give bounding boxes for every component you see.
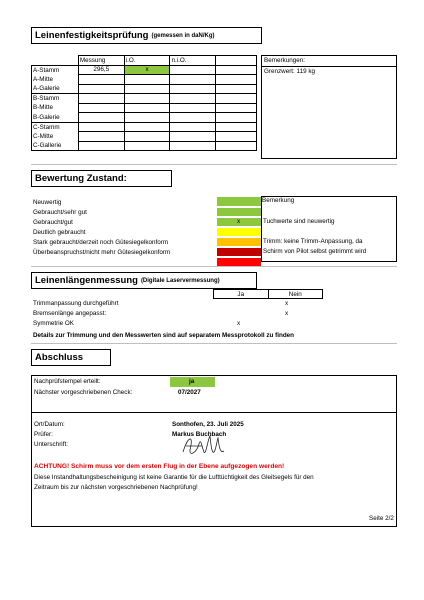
strength-cell-label: A-Galerie: [32, 84, 79, 94]
strength-cell-nio: [170, 122, 216, 132]
divider: [31, 412, 397, 413]
strength-row: [32, 84, 257, 94]
stamp-label: Nachprüfstempel erteilt:: [34, 378, 101, 385]
strength-cell-messung: [78, 75, 124, 85]
strength-cell-label: A-Mitte: [32, 75, 79, 85]
length-header-box: [213, 289, 323, 299]
section1-subtitle: (gemessen in daN/Kg): [151, 32, 215, 39]
next-check-value: 07/2027: [178, 389, 201, 396]
strength-cell-label: B-Galerie: [32, 113, 79, 123]
strength-cell-nio: [170, 141, 216, 151]
length-row-ja: x: [237, 320, 241, 327]
divider: [31, 164, 397, 165]
strength-col-header: Messung: [78, 56, 124, 66]
strength-cell-io: [124, 103, 170, 113]
condition-label: Gebraucht/sehr gut: [33, 209, 87, 216]
strength-cell-blank: [216, 94, 257, 104]
strength-cell-nio: [170, 94, 216, 104]
strength-cell-blank: [216, 122, 257, 132]
condition-header-swatch: [217, 197, 261, 206]
strength-cell-nio: [170, 113, 216, 123]
strength-cell-io: [124, 84, 170, 94]
section1-title: Leinenfestigkeitsprüfung: [35, 30, 149, 41]
condition-label: Gebraucht/gut: [33, 219, 73, 226]
inspector-label: Prüfer:: [34, 431, 53, 438]
length-row-label: Bremsenlänge angepasst:: [33, 310, 107, 317]
section3-title-box: [31, 272, 257, 289]
strength-col-header: i.O.: [124, 56, 170, 66]
condition-remark: Schirm von Pilot selbst getrimmt wird: [263, 248, 367, 255]
strength-cell-label: C-Gallerie: [32, 141, 79, 151]
strength-row: [32, 103, 257, 113]
strength-cell-io: [124, 94, 170, 104]
strength-row: [32, 113, 257, 123]
condition-remark: Trimm: keine Trimm-Anpassung, da: [263, 238, 363, 245]
strength-cell-blank: [216, 113, 257, 123]
condition-remark-header: Bemerkung: [262, 197, 295, 204]
strength-cell-blank: [216, 103, 257, 113]
section2-title: Bewertung Zustand:: [35, 173, 127, 184]
strength-table: [31, 55, 257, 151]
length-note: Details zur Trimmung und den Messwerten sind auf separatem Messprotokoll zu finden: [33, 332, 295, 339]
inspector-value: Markus Buchbach: [172, 431, 227, 438]
strength-cell-messung: [78, 94, 124, 104]
condition-label: Neuwertig: [33, 199, 62, 206]
remarks-text: Grenzwert: 119 kg: [264, 68, 315, 75]
strength-cell-label: B-Stamm: [32, 94, 79, 104]
strength-cell-blank: [216, 65, 257, 75]
strength-cell-label: C-Mitte: [32, 132, 79, 142]
warning-text: ACHTUNG! Schirm muss vor dem ersten Flug in der Ebene aufgezogen werden!: [34, 463, 285, 470]
strength-cell-io: [124, 75, 170, 85]
place-date-label: Ort/Datum:: [34, 421, 65, 428]
disclaimer-line1: Diese Instandhaltungsbescheinigung ist keine Garantie für die Lufttüchtigkeit des Gleitsegels für den: [34, 474, 314, 481]
strength-cell-io: [124, 132, 170, 142]
strength-cell-blank: [216, 84, 257, 94]
strength-row: [32, 141, 257, 151]
strength-cell-blank: [216, 141, 257, 151]
strength-cell-messung: [78, 103, 124, 113]
signature-label: Unterschrift:: [34, 441, 68, 448]
remarks-label: Bemerkungen:: [262, 56, 396, 67]
strength-cell-messung: [78, 122, 124, 132]
condition-swatch: [217, 237, 261, 246]
strength-header-blank: [32, 56, 79, 66]
condition-remark-box: [261, 196, 397, 262]
strength-cell-io: [124, 141, 170, 151]
place-date-value: Sonthofen, 23. Juli 2025: [172, 421, 244, 428]
strength-row: [32, 65, 257, 75]
strength-cell-messung: [78, 141, 124, 151]
strength-cell-nio: [170, 75, 216, 85]
strength-cell-blank: [216, 75, 257, 85]
strength-cell-io: [124, 122, 170, 132]
strength-row: [32, 75, 257, 85]
strength-cell-messung: [78, 84, 124, 94]
condition-swatch: [217, 207, 261, 216]
condition-remark: Tuchwerte sind neuwertig: [263, 218, 335, 225]
strength-cell-blank: [216, 132, 257, 142]
condition-swatch: [217, 257, 261, 266]
strength-cell-nio: [170, 103, 216, 113]
next-check-label: Nächster vorgeschriebenen Check:: [34, 389, 133, 396]
strength-header-row: [32, 56, 257, 66]
condition-label: Überbeanspruchst/nicht mehr Gütesiegelkonform: [33, 249, 171, 256]
condition-mark: x: [237, 218, 241, 225]
length-row-label: Symmetrie OK: [33, 320, 74, 327]
section3-title: Leinenlängenmessung: [35, 275, 138, 286]
divider: [31, 343, 397, 344]
strength-cell-label: A-Stamm: [32, 65, 79, 75]
section4-title-box: [31, 349, 111, 366]
signature-image: [180, 432, 230, 460]
strength-row: [32, 94, 257, 104]
strength-cell-nio: [170, 84, 216, 94]
condition-swatch: [217, 227, 261, 236]
section3-subtitle: (Digitale Laservermessung): [140, 277, 220, 284]
remarks-box: [261, 55, 397, 159]
length-row-nein: x: [285, 310, 289, 317]
strength-cell-messung: [78, 113, 124, 123]
length-row-label: Trimmanpassung durchgeführt: [33, 300, 119, 307]
col-ja: Ja: [214, 290, 269, 298]
section4-title: Abschluss: [35, 352, 84, 363]
stamp-value: ja: [189, 378, 195, 385]
page-number: Seite 2/2: [369, 515, 394, 522]
condition-swatch: [217, 247, 261, 256]
strength-cell-label: C-Stamm: [32, 122, 79, 132]
length-row-nein: x: [285, 300, 289, 307]
strength-cell-nio: [170, 132, 216, 142]
strength-cell-label: B-Mitte: [32, 103, 79, 113]
disclaimer-line2: Zeitraum bis zur nächsten vorgeschriebenen Nachprüfung!: [34, 484, 198, 491]
section2-title-box: [31, 170, 172, 187]
condition-label: Stark gebraucht/derzeit noch Gütesiegelkonform: [33, 239, 169, 246]
divider: [31, 266, 397, 267]
strength-cell-nio: [170, 65, 216, 75]
strength-row: [32, 122, 257, 132]
strength-header-blank: [216, 56, 257, 66]
strength-cell-io: x: [124, 65, 170, 75]
strength-cell-messung: 296,5: [78, 65, 124, 75]
strength-cell-messung: [78, 132, 124, 142]
strength-row: [32, 132, 257, 142]
section1-title-box: [31, 27, 262, 44]
col-nein: Nein: [288, 291, 302, 298]
condition-label: Deutlich gebraucht: [33, 229, 86, 236]
strength-col-header: n.i.O.: [170, 56, 216, 66]
strength-cell-io: [124, 113, 170, 123]
